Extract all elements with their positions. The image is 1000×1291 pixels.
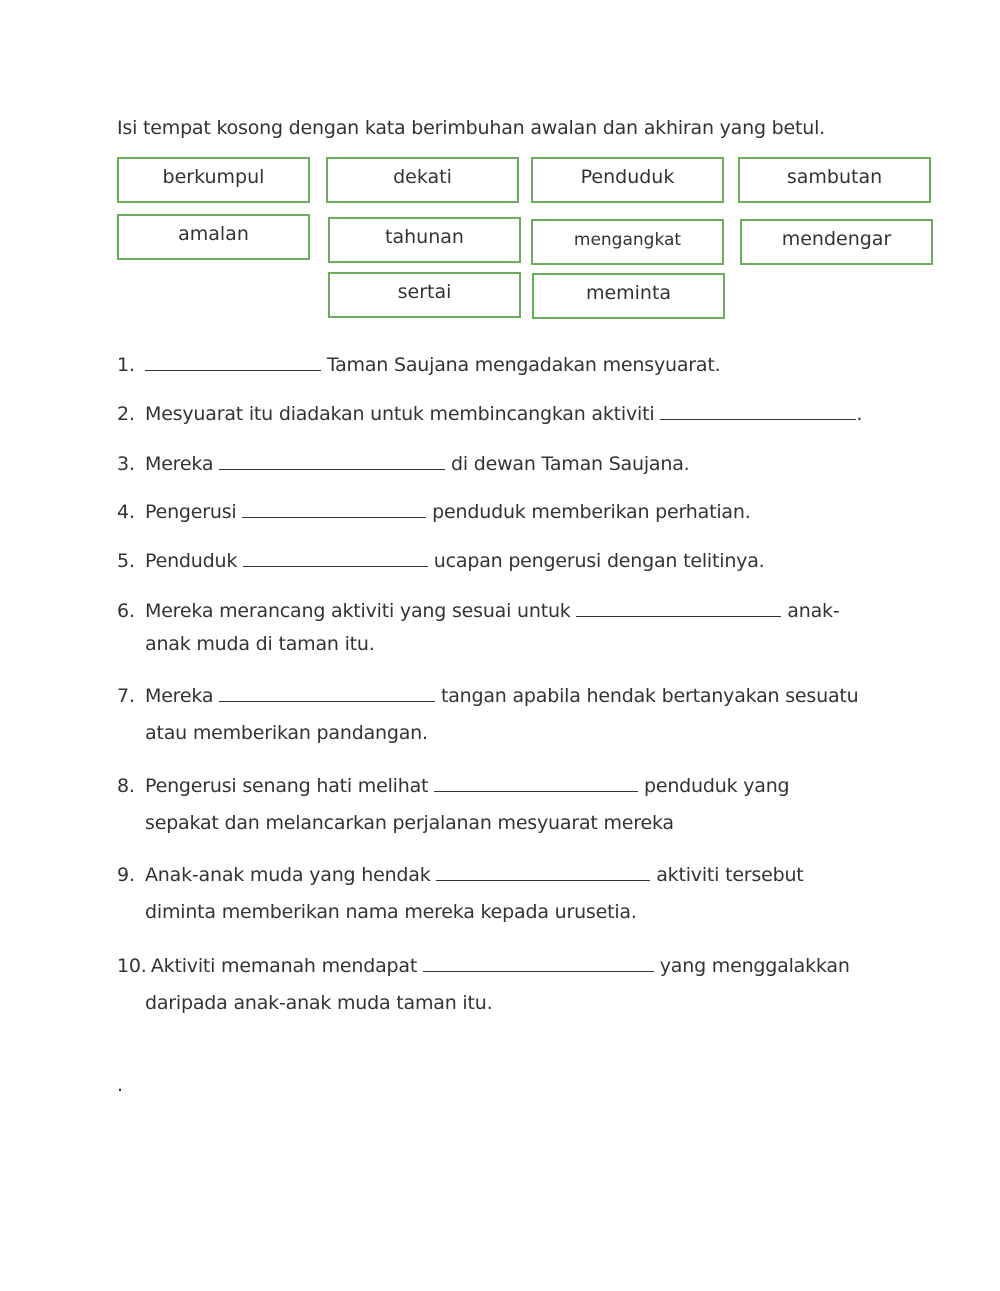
question-text-before: Penduduk <box>145 550 243 572</box>
question-7 <box>117 681 859 707</box>
question-text-before: Pengerusi senang hati melihat <box>145 775 435 797</box>
question-number: 4. <box>117 501 135 523</box>
answer-blank-9[interactable] <box>436 860 650 881</box>
question-number: 3. <box>117 453 135 475</box>
question-number: 10. <box>117 955 147 977</box>
question-text-after: penduduk yang <box>638 775 790 797</box>
question-text-after: penduduk memberikan perhatian. <box>426 501 751 523</box>
question-8 <box>117 771 789 797</box>
question-text-after: di dewan Taman Saujana. <box>445 453 690 475</box>
question-3 <box>117 449 690 475</box>
question-number: 9. <box>117 864 135 886</box>
question-6 <box>117 596 839 622</box>
word-box-berkumpul[interactable]: berkumpul <box>117 157 310 203</box>
trailing-mark: . <box>117 1074 124 1096</box>
answer-blank-1[interactable] <box>145 350 321 371</box>
question-number: 1. <box>117 354 135 376</box>
question-text-before: Pengerusi <box>145 501 243 523</box>
question-text-after: aktiviti tersebut <box>650 864 804 886</box>
answer-blank-5[interactable] <box>243 546 428 567</box>
answer-blank-7[interactable] <box>219 681 435 702</box>
question-number: 8. <box>117 775 135 797</box>
word-box-sertai[interactable]: sertai <box>328 272 521 318</box>
word-box-tahunan[interactable]: tahunan <box>328 217 521 263</box>
question-6-continuation: anak muda di taman itu. <box>145 633 375 655</box>
instruction-text: Isi tempat kosong dengan kata berimbuhan awalan dan akhiran yang betul. <box>117 117 826 139</box>
question-2 <box>117 399 862 425</box>
answer-blank-4[interactable] <box>242 497 426 518</box>
question-10-continuation: daripada anak-anak muda taman itu. <box>145 992 493 1014</box>
question-number: 6. <box>117 600 135 622</box>
question-text-after: tangan apabila hendak bertanyakan sesuatu <box>435 685 859 707</box>
word-box-mendengar[interactable]: mendengar <box>740 219 933 265</box>
word-box-meminta[interactable]: meminta <box>532 273 725 319</box>
question-1 <box>117 350 720 376</box>
question-text-before: Aktiviti memanah mendapat <box>145 955 423 977</box>
word-box-sambutan[interactable]: sambutan <box>738 157 931 203</box>
question-number: 2. <box>117 403 135 425</box>
question-text-after: ucapan pengerusi dengan telitinya. <box>427 550 765 572</box>
question-text-before: Mereka <box>145 685 220 707</box>
answer-blank-8[interactable] <box>434 771 638 792</box>
question-9-continuation: diminta memberikan nama mereka kepada urusetia. <box>145 901 637 923</box>
question-8-continuation: sepakat dan melancarkan perjalanan mesyuarat mereka <box>145 812 674 834</box>
question-text-after: anak- <box>781 600 840 622</box>
question-7-continuation: atau memberikan pandangan. <box>145 722 428 744</box>
question-text-after: Taman Saujana mengadakan mensyuarat. <box>321 354 721 376</box>
question-text-before: Anak-anak muda yang hendak <box>145 864 437 886</box>
question-10 <box>117 951 850 977</box>
answer-blank-2[interactable] <box>660 399 856 420</box>
answer-blank-3[interactable] <box>219 449 445 470</box>
word-box-penduduk[interactable]: Penduduk <box>531 157 724 203</box>
question-4 <box>117 497 751 523</box>
question-text-before: Mesyuarat itu diadakan untuk membincangkan aktiviti <box>145 403 661 425</box>
answer-blank-6[interactable] <box>576 596 781 617</box>
question-text-before: Mereka <box>145 453 220 475</box>
question-5 <box>117 546 765 572</box>
question-text-before: Mereka merancang aktiviti yang sesuai untuk <box>145 600 577 622</box>
question-text-after: . <box>856 403 863 425</box>
word-box-mengangkat[interactable]: mengangkat <box>531 219 724 265</box>
word-box-amalan[interactable]: amalan <box>117 214 310 260</box>
question-9 <box>117 860 804 886</box>
word-box-dekati[interactable]: dekati <box>326 157 519 203</box>
question-text-after: yang menggalakkan <box>653 955 850 977</box>
question-number: 7. <box>117 685 135 707</box>
answer-blank-10[interactable] <box>423 951 654 972</box>
question-number: 5. <box>117 550 135 572</box>
